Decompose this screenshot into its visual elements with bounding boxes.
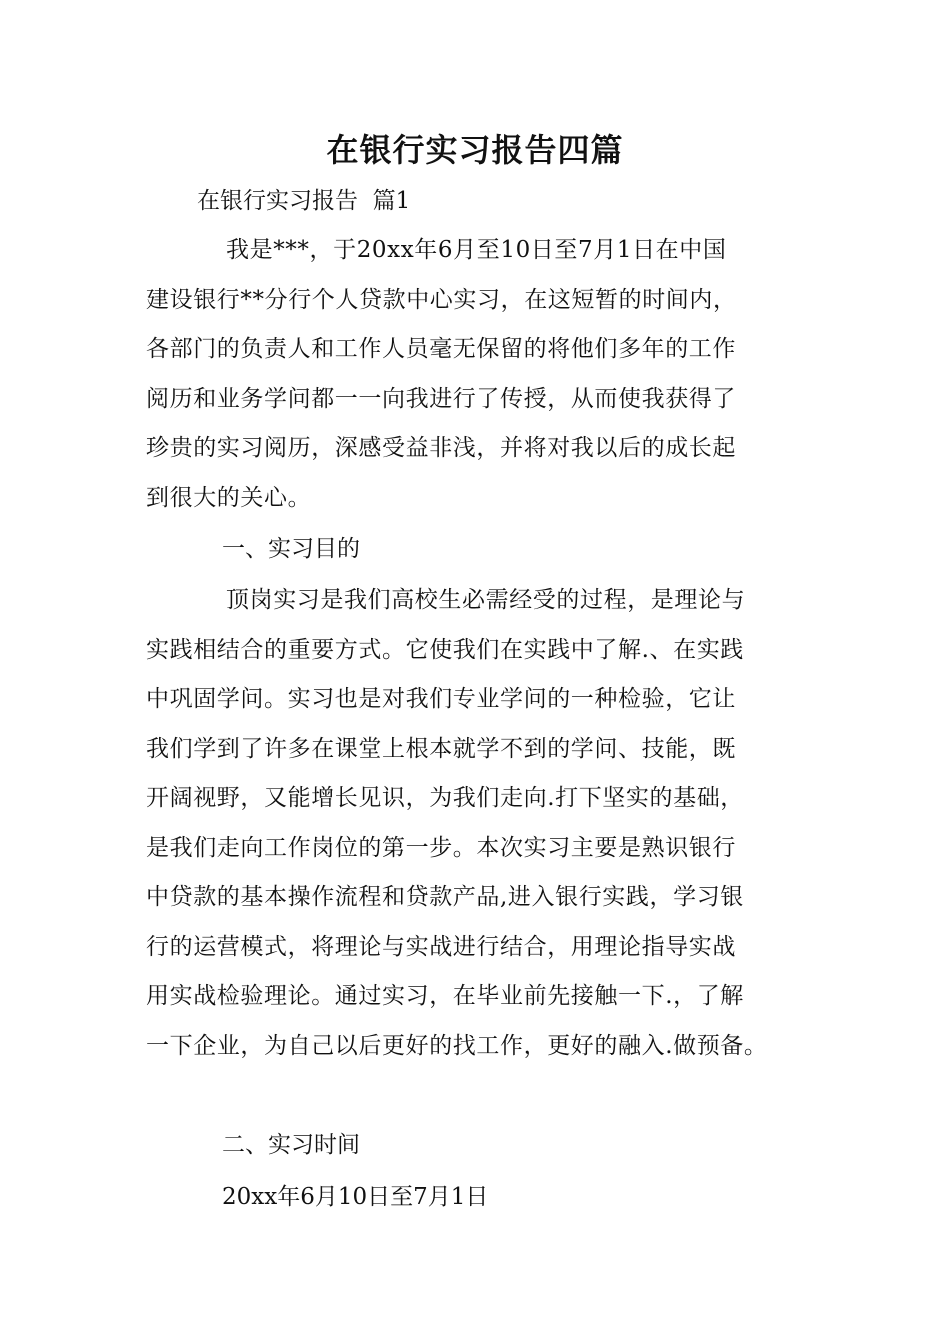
intro-paragraph bbox=[146, 226, 826, 523]
paragraph-line: 中贷款的基本操作流程和贷款产品,进入银行实践，学习银 bbox=[146, 884, 744, 910]
paragraph-line: 顶岗实习是我们高校生必需经受的过程，是理论与 bbox=[226, 587, 746, 613]
paragraph-line: 我们学到了许多在课堂上根本就学不到的学问、技能，既 bbox=[146, 735, 736, 762]
paragraph-line: 到很大的关心。 bbox=[146, 484, 312, 511]
paragraph-line: 用实战检验理论。通过实习，在毕业前先接触一下.，了解 bbox=[146, 983, 744, 1009]
internship-dates: 20xx年6月10日至7月1日 bbox=[222, 1184, 489, 1210]
paragraph-line: 阅历和业务学问都一一向我进行了传授，从而使我获得了 bbox=[146, 385, 736, 412]
paragraph-line: 实践相结合的重要方式。它使我们在实践中了解.、在实践 bbox=[146, 636, 744, 663]
paragraph-line: 各部门的负责人和工作人员毫无保留的将他们多年的工作 bbox=[146, 336, 736, 362]
paragraph-line: 开阔视野，又能增长见识，为我们走向.打下坚实的基础， bbox=[146, 785, 744, 811]
paragraph-line: 珍贵的实习阅历，深感受益非浅，并将对我以后的成长起 bbox=[146, 435, 736, 461]
paragraph-line: 我是***，于20xx年6月至10日至7月1日在中国 bbox=[226, 237, 727, 263]
section-heading-purpose: 一、实习目的 bbox=[222, 536, 360, 562]
paragraph-line: 是我们走向工作岗位的第一步。本次实习主要是熟识银行 bbox=[146, 834, 736, 861]
report-subtitle: 在银行实习报告 篇1 bbox=[197, 188, 411, 214]
paragraph-line: 一下企业，为自己以后更好的找工作，更好的融入.做预备。 bbox=[146, 1032, 768, 1059]
purpose-paragraph bbox=[146, 576, 826, 1071]
document-title: 在银行实习报告四篇 bbox=[326, 131, 624, 169]
paragraph-line: 行的运营模式，将理论与实战进行结合，用理论指导实战 bbox=[146, 933, 736, 960]
paragraph-line: 中巩固学问。实习也是对我们专业学问的一种检验，它让 bbox=[146, 686, 736, 712]
section-heading-time: 二、实习时间 bbox=[222, 1132, 360, 1158]
paragraph-line: 建设银行**分行个人贷款中心实习，在这短暂的时间内， bbox=[146, 286, 737, 313]
